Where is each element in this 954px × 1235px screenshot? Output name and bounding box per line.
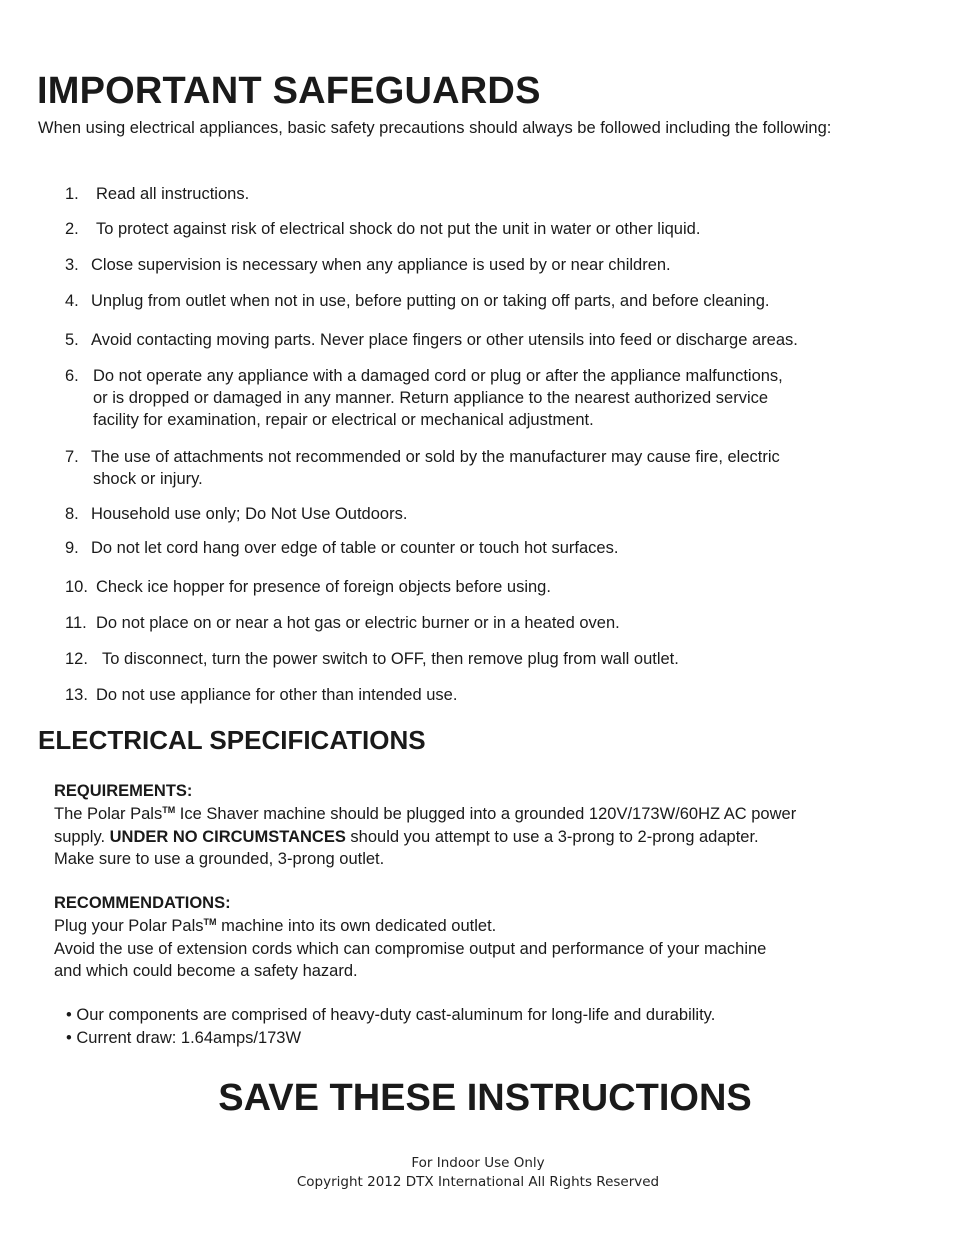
safeguard-item: 4. Unplug from outlet when not in use, before putting on or taking off parts, and before cleaning. (65, 292, 770, 310)
safeguard-item: 10. Check ice hopper for presence of foreign objects before using. (65, 578, 551, 596)
safeguard-item: 13. Do not use appliance for other than intended use. (65, 686, 458, 704)
safeguard-item: 2. To protect against risk of electrical shock do not put the unit in water or other liquid. (65, 220, 701, 238)
electrical-specs-heading: ELECTRICAL SPECIFICATIONS (38, 725, 426, 755)
page-title: IMPORTANT SAFEGUARDS (37, 70, 541, 112)
requirements-text: The Polar Pals™ Ice Shaver machine should be plugged into a grounded 120V/173W/60HZ AC power supply. UNDER NO CIRCUMSTANCES should you attempt to use a 3-prong to 2-prong adapter. Make sure to use a grounded, 3-prong outlet. (54, 805, 797, 868)
spec-bullet: • Current draw: 1.64amps/173W (66, 1029, 302, 1047)
safeguard-item: 11. Do not place on or near a hot gas or electric burner or in a heated oven. (65, 614, 620, 632)
trademark-mark: TM (203, 917, 217, 927)
trademark-mark: TM (162, 805, 176, 815)
safeguard-item: 7. The use of attachments not recommended or sold by the manufacturer may cause fire, electric shock or injury. (65, 448, 780, 488)
footer-indoor: For Indoor Use Only (411, 1155, 545, 1171)
safeguard-item: 3. Close supervision is necessary when any appliance is used by or near children. (65, 256, 671, 274)
spec-bullet: • Our components are comprised of heavy-duty cast-aluminum for long-life and durability. (66, 1006, 716, 1024)
requirements-heading: REQUIREMENTS: (54, 782, 193, 800)
safeguard-item: 9. Do not let cord hang over edge of table or counter or touch hot surfaces. (65, 539, 619, 557)
safeguard-item: 8. Household use only; Do Not Use Outdoors. (65, 505, 408, 523)
safeguard-item: 1. Read all instructions. (65, 185, 250, 203)
intro-text: When using electrical appliances, basic safety precautions should always be followed including the following: (38, 119, 832, 137)
bullet-icon: • (66, 1006, 72, 1024)
safeguard-item: 6. Do not operate any appliance with a damaged cord or plug or after the appliance malfunctions, or is dropped or damaged in any manner. Return appliance to the nearest authorized service facility for examination, repair or electrical or mechanical adjustment. (65, 367, 783, 429)
recommendations-heading: RECOMMENDATIONS: (54, 894, 231, 912)
bullet-icon: • (66, 1029, 72, 1047)
recommendations-text: Plug your Polar Pals™ machine into its own dedicated outlet. Avoid the use of extension cords which can compromise output and performance of your machine and which could become a safety hazard. (54, 917, 767, 980)
safeguard-item: 5. Avoid contacting moving parts. Never place fingers or other utensils into feed or discharge areas. (65, 331, 798, 349)
emphasis-text: UNDER NO CIRCUMSTANCES (109, 827, 346, 846)
save-instructions-heading: SAVE THESE INSTRUCTIONS (218, 1077, 752, 1119)
safeguard-item: 12. To disconnect, turn the power switch to OFF, then remove plug from wall outlet. (65, 650, 679, 668)
footer-copyright: Copyright 2012 DTX International All Rights Reserved (296, 1174, 660, 1190)
